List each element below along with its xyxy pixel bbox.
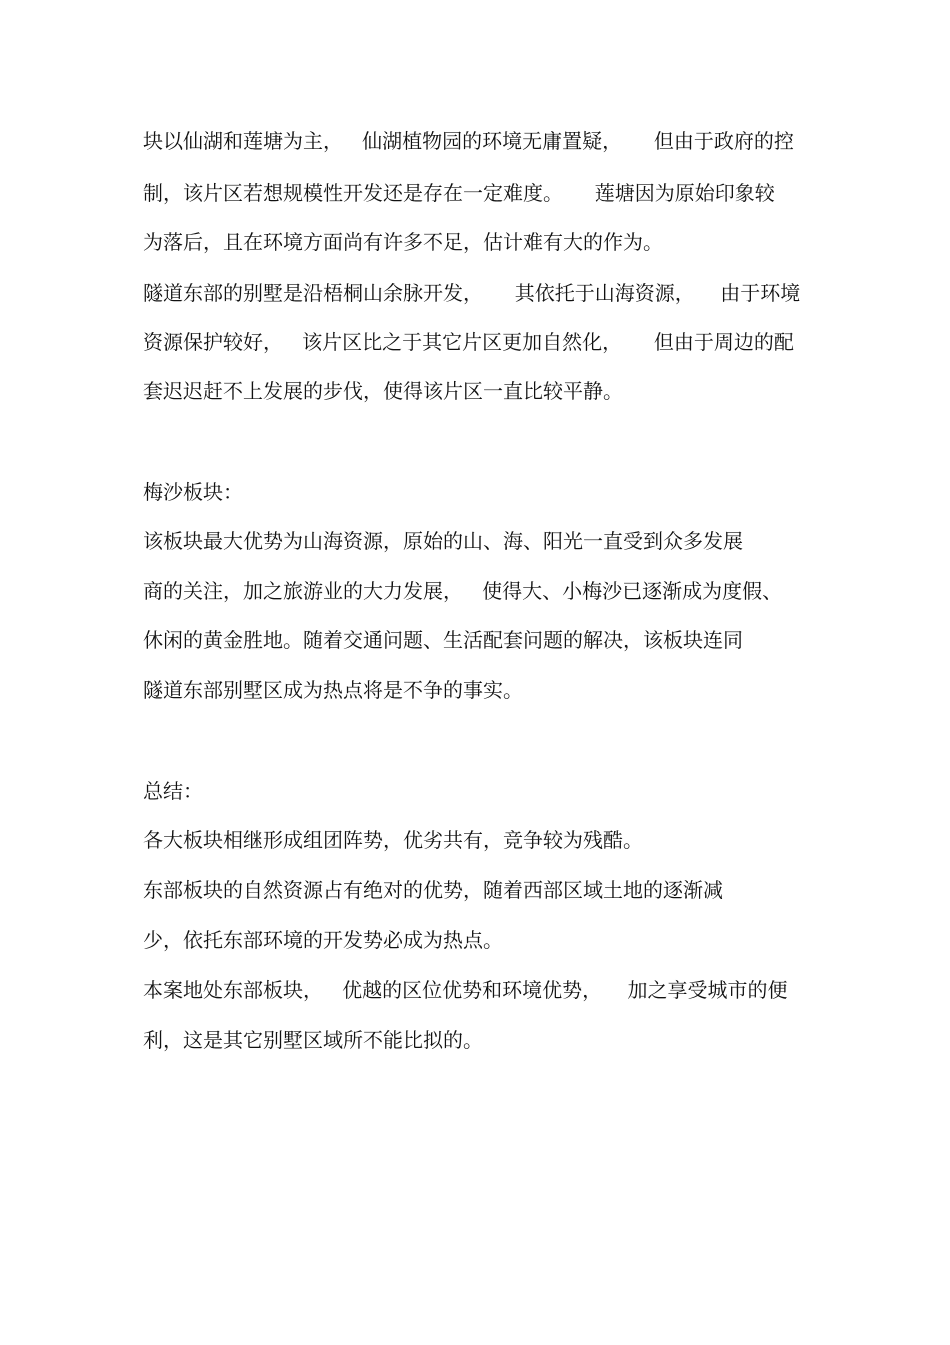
paragraph-line: 各大板块相继形成组团阵势，优劣共有，竞争较为残酷。: [143, 828, 643, 852]
paragraph-line: 休闲的黄金胜地。随着交通问题、生活配套问题的解决，该板块连同: [143, 628, 743, 652]
paragraph-line: 块以仙湖和莲塘为主， 仙湖植物园的环境无庸置疑， 但由于政府的控: [143, 129, 794, 153]
paragraph-line: 套迟迟赶不上发展的步伐，使得该片区一直比较平静。: [143, 379, 623, 403]
paragraph-line: 东部板块的自然资源占有绝对的优势，随着西部区域土地的逐渐减: [143, 878, 723, 902]
section-heading-meisha: 梅沙板块：: [143, 480, 243, 504]
paragraph-line: 利，这是其它别墅区域所不能比拟的。: [143, 1028, 483, 1052]
paragraph-line: 本案地处东部板块， 优越的区位优势和环境优势， 加之享受城市的便: [143, 978, 788, 1002]
paragraph-line: 资源保护较好， 该片区比之于其它片区更加自然化， 但由于周边的配: [143, 330, 794, 354]
paragraph-line: 隧道东部别墅区成为热点将是不争的事实。: [143, 678, 523, 702]
paragraph-line: 制，该片区若想规模性开发还是存在一定难度。 莲塘因为原始印象较: [143, 181, 775, 205]
paragraph-line: 少，依托东部环境的开发势必成为热点。: [143, 928, 503, 952]
section-heading-summary: 总结：: [143, 779, 203, 803]
paragraph-line: 商的关注，加之旅游业的大力发展， 使得大、小梅沙已逐渐成为度假、: [143, 579, 783, 603]
paragraph-line: 隧道东部的别墅是沿梧桐山余脉开发， 其依托于山海资源， 由于环境: [143, 281, 801, 305]
paragraph-line: 该板块最大优势为山海资源，原始的山、海、阳光一直受到众多发展: [143, 529, 743, 553]
paragraph-line: 为落后，且在环境方面尚有许多不足，估计难有大的作为。: [143, 230, 663, 254]
